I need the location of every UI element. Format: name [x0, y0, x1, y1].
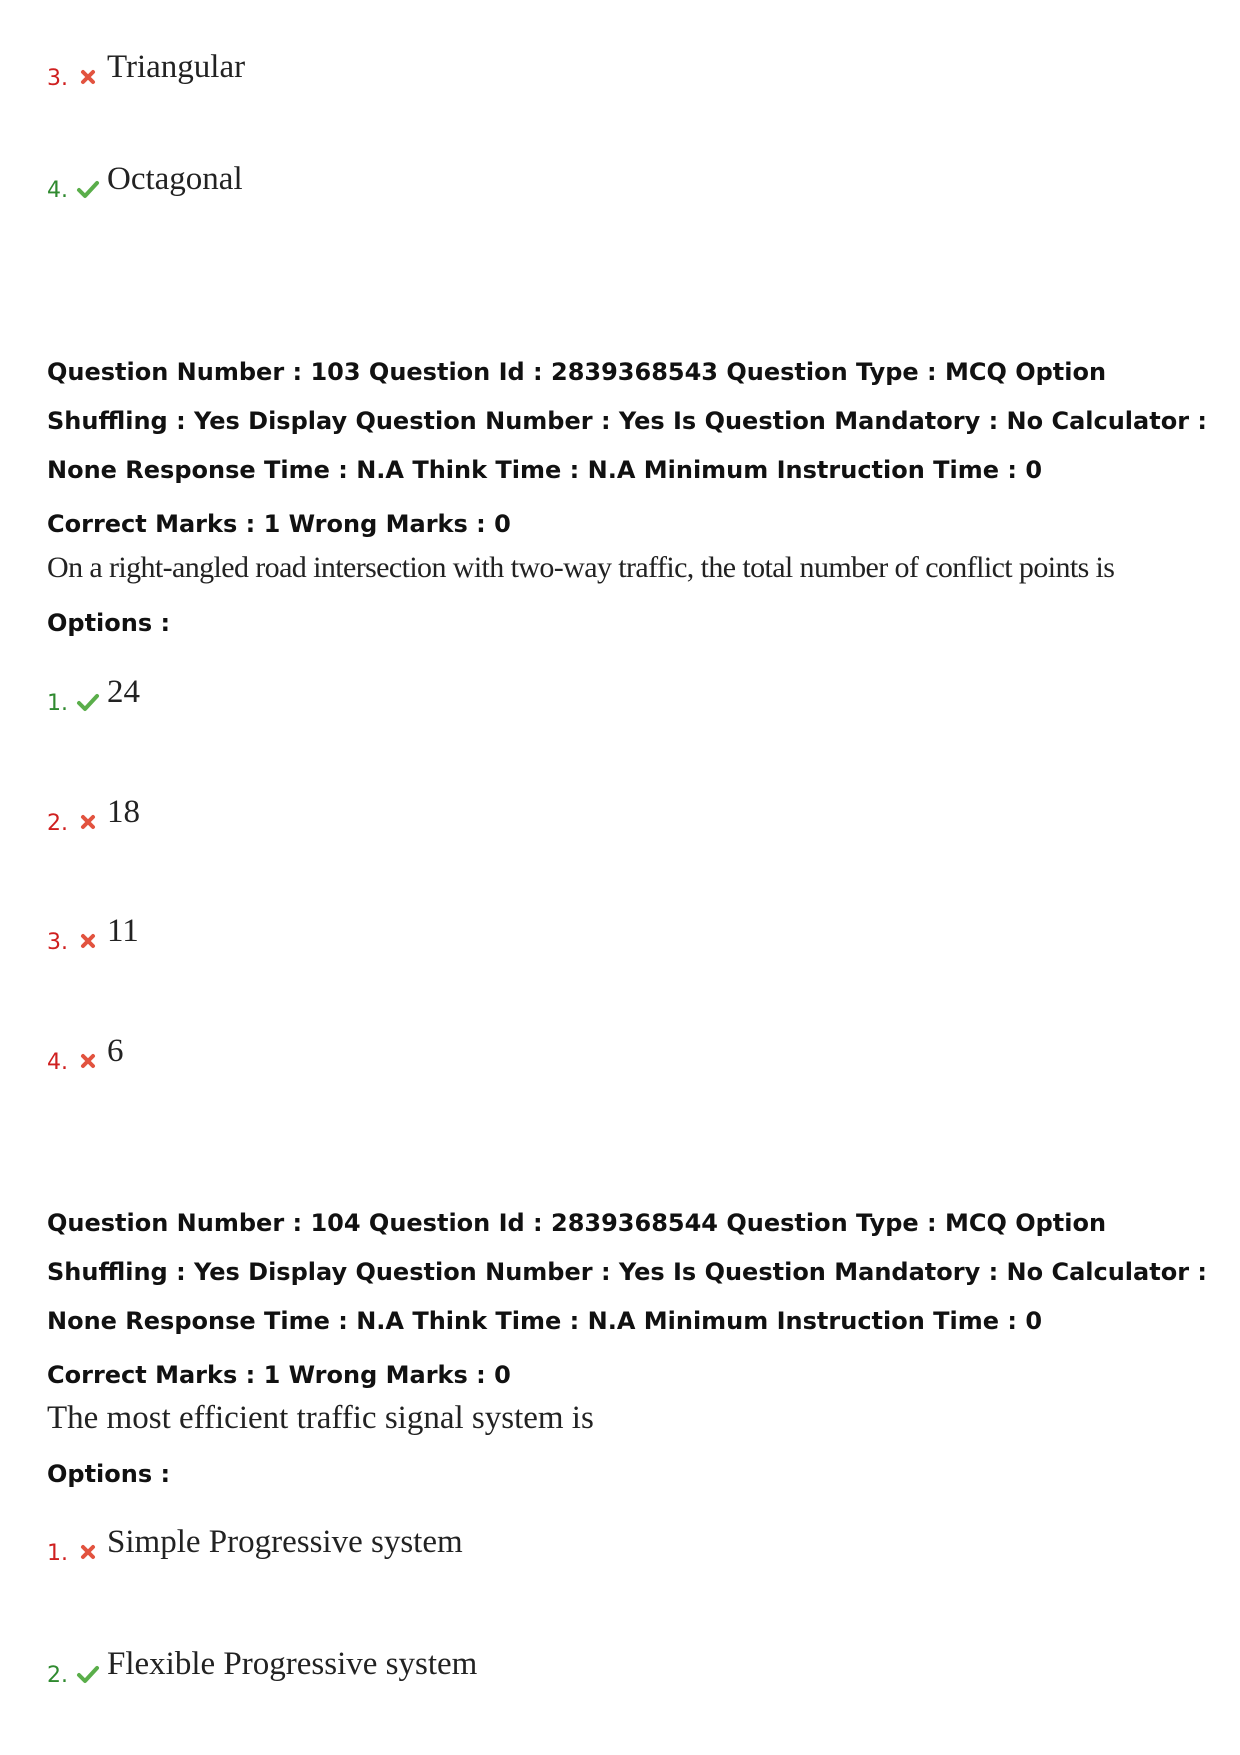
option-number: 1.	[47, 1541, 68, 1566]
cross-icon	[75, 930, 101, 952]
marks-line: Correct Marks : 1 Wrong Marks : 0	[47, 510, 511, 538]
question-text: On a right-angled road intersection with two-way traffic, the total number of conflict points is	[47, 551, 1115, 584]
option-number: 3.	[47, 66, 68, 91]
question-meta: Question Number : 104 Question Id : 2839368544 Question Type : MCQ Option Shuffling : Yes Display Question Number : Yes Is Question Mandatory : No Calculator : None Response Time : N.A Think Time : N.A Minimum Instruction Time : 0	[47, 1209, 1207, 1335]
check-icon	[75, 178, 101, 200]
check-icon	[75, 1663, 101, 1685]
option-number: 4.	[47, 1050, 68, 1075]
option-number: 2.	[47, 811, 68, 836]
option-text: 6	[107, 1033, 124, 1069]
options-label: Options :	[47, 609, 171, 637]
option-number: 1.	[47, 691, 68, 716]
cross-icon	[75, 1050, 101, 1072]
option-text: 11	[107, 913, 139, 949]
option-text: Octagonal	[107, 161, 243, 197]
cross-icon	[75, 811, 101, 833]
option-number: 4.	[47, 178, 68, 203]
option-text: Triangular	[107, 49, 246, 85]
options-label: Options :	[47, 1460, 171, 1488]
question-text: The most efficient traffic signal system is	[47, 1400, 594, 1436]
option-text: 18	[107, 794, 140, 830]
option-number: 3.	[47, 930, 68, 955]
check-icon	[75, 691, 101, 713]
option-text: Simple Progressive system	[107, 1524, 463, 1560]
option-number: 2.	[47, 1663, 68, 1688]
cross-icon	[75, 1541, 101, 1563]
option-text: 24	[107, 674, 140, 710]
question-meta: Question Number : 103 Question Id : 2839368543 Question Type : MCQ Option Shuffling : Yes Display Question Number : Yes Is Question Mandatory : No Calculator : None Response Time : N.A Think Time : N.A Minimum Instruction Time : 0	[47, 358, 1207, 484]
marks-line: Correct Marks : 1 Wrong Marks : 0	[47, 1361, 511, 1389]
option-text: Flexible Progressive system	[107, 1646, 478, 1682]
cross-icon	[75, 66, 101, 88]
